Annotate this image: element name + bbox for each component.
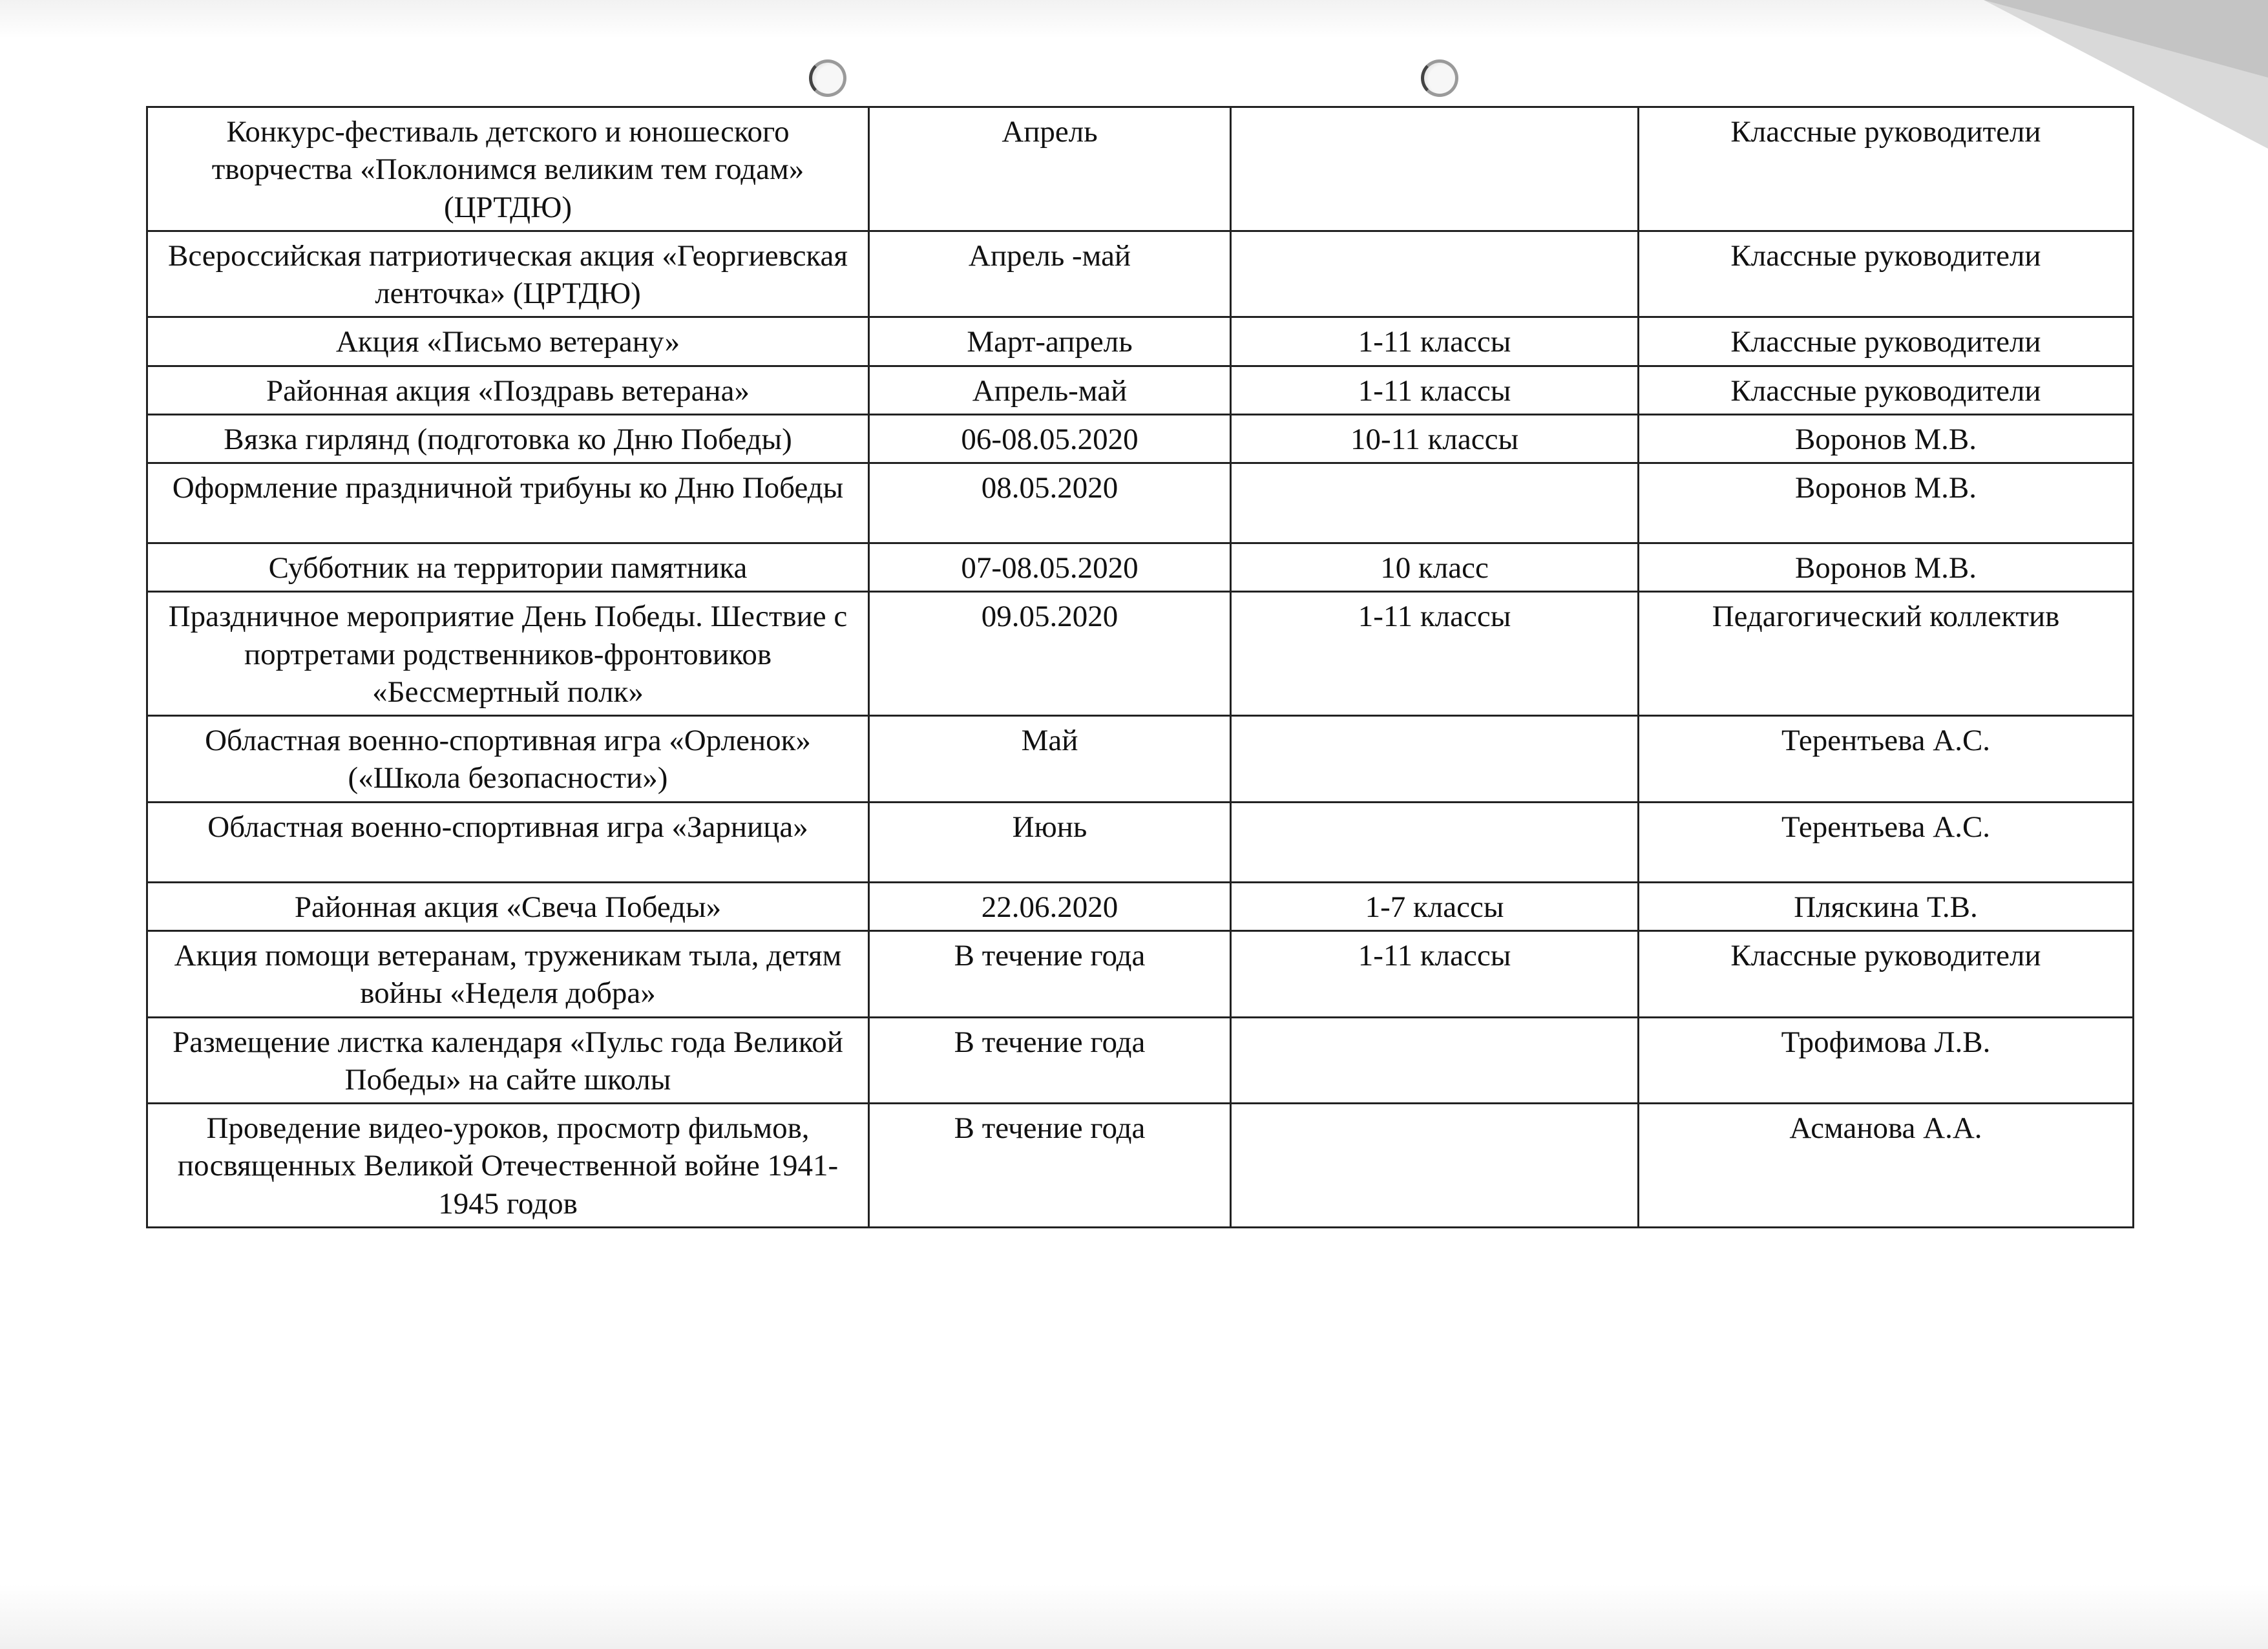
- participants-cell: 10 класс: [1231, 543, 1639, 592]
- date-cell: В течение года: [869, 1017, 1231, 1104]
- punch-hole-right: [1421, 59, 1458, 97]
- table-row: [147, 802, 2134, 882]
- responsible-cell: Классные руководители: [1639, 317, 2134, 366]
- date-cell: Март-апрель: [869, 317, 1231, 366]
- table-row: [147, 930, 2134, 1017]
- event-cell: Районная акция «Поздравь ветерана»: [147, 366, 869, 414]
- participants-cell: [1231, 716, 1639, 803]
- event-cell: Размещение листка календаря «Пульс года Великой Победы» на сайте школы: [147, 1017, 869, 1104]
- table-row: [147, 463, 2134, 543]
- participants-cell: 1-11 классы: [1231, 930, 1639, 1017]
- event-cell: Субботник на территории памятника: [147, 543, 869, 592]
- event-cell: Всероссийская патриотическая акция «Георгиевская ленточка» (ЦРТДЮ): [147, 231, 869, 317]
- date-cell: 06-08.05.2020: [869, 414, 1231, 463]
- participants-cell: 1-11 классы: [1231, 592, 1639, 716]
- punch-hole-left: [809, 59, 846, 97]
- responsible-cell: Классные руководители: [1639, 930, 2134, 1017]
- event-cell: Конкурс-фестиваль детского и юношеского творчества «Поклонимся великим тем годам» (ЦРТДЮ): [147, 107, 869, 231]
- date-cell: Апрель -май: [869, 231, 1231, 317]
- table-row: [147, 366, 2134, 414]
- responsible-cell: Пляскина Т.В.: [1639, 882, 2134, 930]
- date-cell: Апрель-май: [869, 366, 1231, 414]
- date-cell: Июнь: [869, 802, 1231, 882]
- participants-cell: [1231, 1017, 1639, 1104]
- responsible-cell: Терентьева А.С.: [1639, 802, 2134, 882]
- date-cell: 07-08.05.2020: [869, 543, 1231, 592]
- responsible-cell: Педагогический коллектив: [1639, 592, 2134, 716]
- participants-cell: 1-7 классы: [1231, 882, 1639, 930]
- event-cell: Районная акция «Свеча Победы»: [147, 882, 869, 930]
- participants-cell: 10-11 классы: [1231, 414, 1639, 463]
- date-cell: 22.06.2020: [869, 882, 1231, 930]
- responsible-cell: Воронов М.В.: [1639, 543, 2134, 592]
- scan-bottom-shading: [0, 1584, 2268, 1649]
- event-cell: Областная военно-спортивная игра «Орленок» («Школа безопасности»): [147, 716, 869, 803]
- responsible-cell: Классные руководители: [1639, 107, 2134, 231]
- date-cell: Апрель: [869, 107, 1231, 231]
- responsible-cell: Трофимова Л.В.: [1639, 1017, 2134, 1104]
- table-row: [147, 107, 2134, 231]
- table-row: [147, 1017, 2134, 1104]
- date-cell: 08.05.2020: [869, 463, 1231, 543]
- date-cell: Май: [869, 716, 1231, 803]
- table-row: [147, 231, 2134, 317]
- responsible-cell: Воронов М.В.: [1639, 463, 2134, 543]
- participants-cell: [1231, 107, 1639, 231]
- events-plan-table: [146, 106, 2134, 1228]
- responsible-cell: Классные руководители: [1639, 366, 2134, 414]
- table-row: [147, 716, 2134, 803]
- participants-cell: [1231, 802, 1639, 882]
- scan-top-shading: [0, 0, 2268, 39]
- event-cell: Областная военно-спортивная игра «Зарница»: [147, 802, 869, 882]
- table-row: [147, 543, 2134, 592]
- participants-cell: [1231, 463, 1639, 543]
- table-row: [147, 317, 2134, 366]
- event-cell: Акция помощи ветеранам, труженикам тыла, детям войны «Неделя добра»: [147, 930, 869, 1017]
- responsible-cell: Воронов М.В.: [1639, 414, 2134, 463]
- date-cell: 09.05.2020: [869, 592, 1231, 716]
- date-cell: В течение года: [869, 930, 1231, 1017]
- table-row: [147, 1104, 2134, 1228]
- participants-cell: 1-11 классы: [1231, 317, 1639, 366]
- event-cell: Проведение видео-уроков, просмотр фильмов, посвященных Великой Отечественной войне 1941-1945 годов: [147, 1104, 869, 1228]
- table-row: [147, 882, 2134, 930]
- responsible-cell: Терентьева А.С.: [1639, 716, 2134, 803]
- responsible-cell: Асманова А.А.: [1639, 1104, 2134, 1228]
- event-cell: Акция «Письмо ветерану»: [147, 317, 869, 366]
- table-row: [147, 592, 2134, 716]
- participants-cell: [1231, 231, 1639, 317]
- date-cell: В течение года: [869, 1104, 1231, 1228]
- table-row: [147, 414, 2134, 463]
- participants-cell: 1-11 классы: [1231, 366, 1639, 414]
- event-cell: Оформление праздничной трибуны ко Дню Победы: [147, 463, 869, 543]
- participants-cell: [1231, 1104, 1639, 1228]
- event-cell: Праздничное мероприятие День Победы. Шествие с портретами родственников-фронтовиков «Бессмертный полк»: [147, 592, 869, 716]
- responsible-cell: Классные руководители: [1639, 231, 2134, 317]
- event-cell: Вязка гирлянд (подготовка ко Дню Победы): [147, 414, 869, 463]
